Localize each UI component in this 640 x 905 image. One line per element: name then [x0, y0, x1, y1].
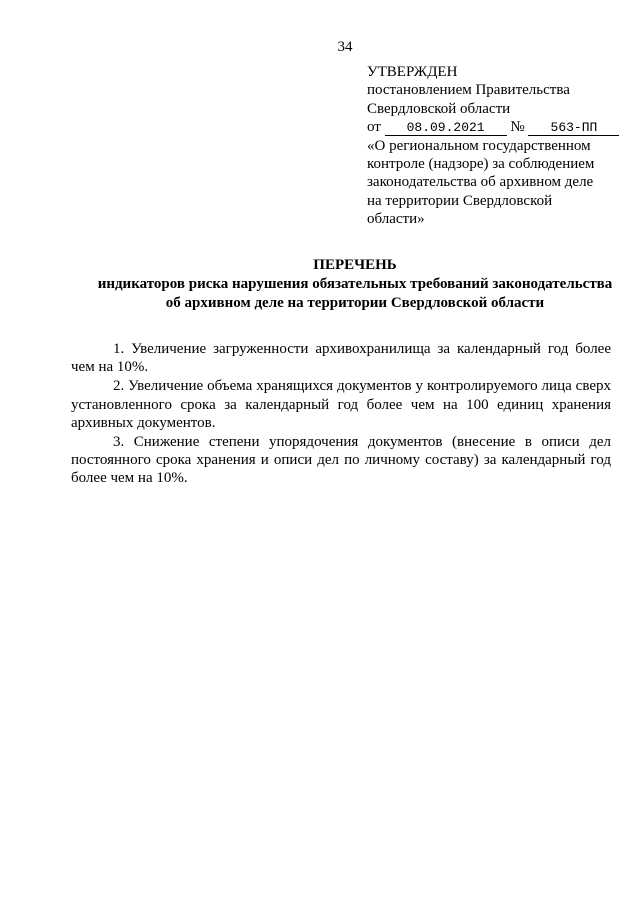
number-prefix: №	[510, 119, 525, 136]
approval-line-2: Свердловской области	[367, 100, 511, 117]
list-item: 2. Увеличение объема хранящихся документов у контролируемого лица сверх установленного срока за календарный год более чем на 100 единиц хранения архивных документов.	[71, 378, 611, 431]
document-subtitle-line-1: индикаторов риска нарушения обязательных требований законодательства	[97, 276, 613, 292]
approval-heading: УТВЕРЖДЕН	[367, 64, 458, 80]
approval-line-1: постановлением Правительства	[367, 82, 570, 99]
approval-title-line-3: законодательства об архивном деле	[367, 174, 594, 191]
date-value: 08.09.2021	[385, 121, 507, 136]
approval-title-line-4: на территории Свердловской	[367, 192, 553, 209]
page-number: 34	[337, 39, 353, 55]
document-heading: ПЕРЕЧЕНЬ	[313, 257, 397, 273]
document-title	[60, 256, 640, 313]
approval-title-line-1: «О региональном государственном	[367, 137, 591, 154]
list-item: 1. Увеличение загруженности архивохранилища за календарный год более чем на 10%.	[71, 341, 611, 376]
number-value: 563-ПП	[528, 121, 619, 136]
approval-title-line-5: области»	[367, 211, 425, 228]
approval-title-line-2: контроле (надзоре) за соблюдением	[367, 156, 595, 173]
approval-block	[367, 63, 612, 229]
list-item: 3. Снижение степени упорядочения документов (внесение в описи дел постоянного срока хранения и описи дел по личному составу) за календарный год более чем на 10%.	[71, 434, 611, 487]
indicator-list	[71, 340, 611, 489]
document-subtitle-line-2: об архивном деле на территории Свердловской области	[165, 295, 545, 311]
date-prefix: от	[367, 119, 381, 136]
approval-date-number-row	[367, 118, 612, 136]
